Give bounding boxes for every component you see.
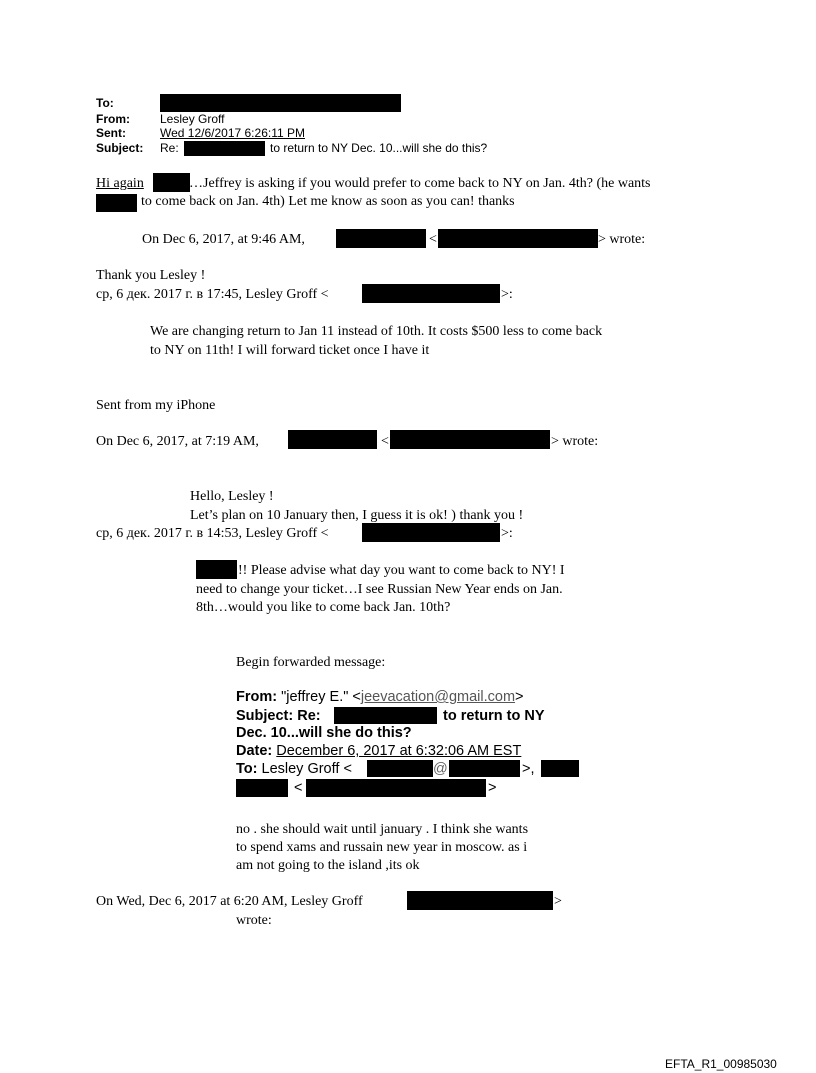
- forwarded-to-at: @: [433, 761, 448, 777]
- reply2-wrote: > wrote:: [551, 434, 599, 449]
- redaction-forwarded-subject: [334, 707, 437, 724]
- msg4-line2: to spend xams and russain new year in moscow. as i: [236, 840, 528, 855]
- subject-rest: to return to NY Dec. 10...will she do this?: [270, 141, 488, 155]
- redaction-msg1-line2: [96, 194, 137, 212]
- reply2-quote-intro: ср, 6 дек. 2017 г. в 14:53, Lesley Groff <: [96, 526, 329, 541]
- forwarded-from-line: From: "jeffrey E." <jeevacation@gmail.com>: [236, 689, 524, 705]
- forwarded-subject-rest1: to return to NY: [443, 708, 545, 724]
- forwarded-to-close: >,: [522, 761, 535, 777]
- reply1-quote-close: >:: [501, 287, 513, 302]
- from-value: Lesley Groff: [160, 112, 225, 126]
- redaction-reply2-name: [288, 430, 377, 449]
- msg1-line1: …Jeffrey is asking if you would prefer to come back to NY on Jan. 4th? (he wants: [189, 176, 651, 191]
- subject-prefix: Re:: [160, 141, 179, 155]
- to-label: To:: [96, 96, 114, 110]
- redaction-forwarded-to-user: [367, 760, 433, 777]
- reply2-intro: On Dec 6, 2017, at 7:19 AM,: [96, 434, 259, 449]
- from-label: From:: [96, 112, 130, 126]
- msg2-line1: We are changing return to Jan 11 instead of 10th. It costs $500 less to come back: [150, 324, 603, 339]
- redaction-forwarded-to-domain: [449, 760, 520, 777]
- sent-from-iphone: Sent from my iPhone: [96, 398, 216, 413]
- forwarded-begin: Begin forwarded message:: [236, 655, 386, 670]
- msg2-line2: to NY on 11th! I will forward ticket once I have it: [150, 343, 430, 358]
- forwarded-to-line2-open: <: [294, 780, 303, 796]
- redaction-forwarded-to-line2-name: [236, 779, 288, 797]
- sent-value: Wed 12/6/2017 6:26:11 PM: [160, 126, 305, 140]
- reply3-wrote: wrote:: [236, 913, 272, 928]
- msg4-line3: am not going to the island ,its ok: [236, 858, 420, 873]
- reply3-intro: On Wed, Dec 6, 2017 at 6:20 AM, Lesley Groff: [96, 894, 363, 909]
- reply1-thanks: Thank you Lesley !: [96, 268, 206, 283]
- msg1-line2: to come back on Jan. 4th) Let me know as soon as you can! thanks: [141, 194, 515, 209]
- redaction-reply2-quote-email: [362, 523, 500, 542]
- reply2-hello: Hello, Lesley !: [190, 489, 274, 504]
- msg3-line3: 8th…would you like to come back Jan. 10th?: [196, 600, 451, 615]
- redaction-reply1-quote-email: [362, 284, 500, 303]
- reply1-intro: On Dec 6, 2017, at 9:46 AM,: [142, 232, 305, 247]
- reply2-open-bracket: <: [381, 434, 389, 449]
- redaction-reply1-name: [336, 229, 426, 248]
- msg3-line1: !! Please advise what day you want to come back to NY! I: [238, 563, 565, 578]
- msg4-line1: no . she should wait until january . I think she wants: [236, 822, 529, 837]
- reply1-quote-intro: ср, 6 дек. 2017 г. в 17:45, Lesley Groff <: [96, 287, 329, 302]
- redaction-msg3-name: [196, 560, 237, 579]
- document-id: EFTA_R1_00985030: [665, 1057, 777, 1071]
- reply1-open-bracket: <: [429, 232, 437, 247]
- redaction-subject: [184, 141, 265, 156]
- reply2-quote-close: >:: [501, 526, 513, 541]
- reply1-wrote: > wrote:: [598, 232, 646, 247]
- msg3-line2: need to change your ticket…I see Russian New Year ends on Jan.: [196, 582, 563, 597]
- redaction-reply2-email: [390, 430, 550, 449]
- msg1-greeting: Hi again: [96, 176, 144, 191]
- reply2-plan: Let’s plan on 10 January then, I guess it is ok! ) thank you !: [190, 508, 524, 523]
- reply3-close: >: [554, 894, 562, 909]
- forwarded-date-line: Date: December 6, 2017 at 6:32:06 AM EST: [236, 743, 522, 759]
- forwarded-subject-label: Subject: Re:: [236, 708, 321, 724]
- redaction-reply3-email: [407, 891, 553, 910]
- sent-label: Sent:: [96, 126, 126, 140]
- forwarded-to-line2-close: >: [488, 780, 497, 796]
- forwarded-to-line: To: Lesley Groff <: [236, 761, 352, 777]
- redaction-forwarded-to-second: [541, 760, 579, 777]
- forwarded-from-email-link[interactable]: jeevacation@gmail.com: [360, 689, 516, 705]
- redaction-forwarded-to-line2-email: [306, 779, 486, 797]
- redaction-msg1-name: [153, 173, 190, 192]
- subject-label: Subject:: [96, 141, 144, 155]
- forwarded-subject-rest2: Dec. 10...will she do this?: [236, 725, 412, 741]
- redaction-reply1-email: [438, 229, 598, 248]
- redaction-to: [160, 94, 401, 112]
